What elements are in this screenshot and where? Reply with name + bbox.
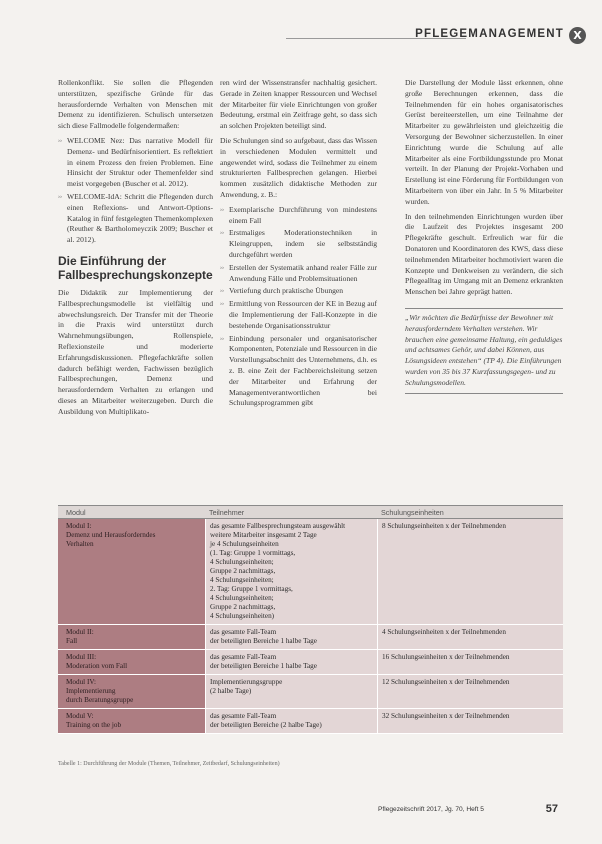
teilnehmer-line: Implementierungsgruppe bbox=[210, 678, 283, 686]
teilnehmer-line: 4 Schulungseinheiten; bbox=[210, 594, 274, 602]
modul-line: Modul V: bbox=[66, 712, 94, 720]
section-heading: Die Einführung der Fallbesprechungskonzepte bbox=[58, 253, 213, 282]
list-item: ›› Exemplarische Durchführung von mindestens einem Fall bbox=[220, 205, 377, 227]
modul-cell bbox=[58, 675, 205, 708]
table-row bbox=[58, 519, 563, 625]
list-item: ›› WELCOME-IdA: Schritt die Pflegenden durch einen Reflexions- und Antwort-Options-Katalog in fünf festgelegten Themenkomplexen (Reuther & Bartholomeyczik 2009; Buscher et al. 2012). bbox=[58, 192, 213, 246]
modul-cell bbox=[58, 519, 205, 624]
einheiten-cell: 8 Schulungseinheiten x der Teilnehmenden bbox=[377, 519, 563, 624]
modules-table bbox=[58, 505, 563, 734]
header-schulungseinheiten: Schulungseinheiten bbox=[381, 507, 444, 517]
teilnehmer-line: der beteiligten Bereiche (2 halbe Tage) bbox=[210, 721, 322, 729]
teilnehmer-line: Gruppe 2 nachmittags, bbox=[210, 603, 276, 611]
modul-line: Verhalten bbox=[66, 540, 94, 548]
teilnehmer-line: 2. Tag: Gruppe 1 vormittags, bbox=[210, 585, 293, 593]
section-title: PFLEGEMANAGEMENT bbox=[415, 28, 564, 40]
teilnehmer-line: das gesamte Fall-Team bbox=[210, 653, 277, 661]
modul-line: Modul I: bbox=[66, 522, 92, 530]
modul-line: Demenz und Herausforderndes bbox=[66, 531, 156, 539]
col1-body: Die Didaktik zur Implementierung der Fallbesprechungsmodelle ist vielfältig und abwechslungsreich. Der Transfer mit der Theorie in die Praxis wird unterstützt durch Wahrnehmungsübungen, Rollenspiele, Reflexionsteile und moderierte Erfahrungsdiskussionen. Pflegefachkräfte sollen dadurch befähigt werden, Fachwissen bezüglich Fallbesprechungen, Demenz und herausforderndem Verhalten zu erlangen und dieses an Mitarbeiter weiterzugeben. Durch die Ausbildung von Multiplikato- bbox=[58, 287, 213, 416]
modul-cell bbox=[58, 650, 205, 674]
page-footer bbox=[378, 803, 558, 815]
col2-body-1: ren wird der Wissenstransfer nachhaltig gesichert. Gerade in Zeiten knapper Ressourcen und Wechsel der Mitarbeiter für viele Einrichtungen von großer Bedeutung, erstmal ein Zeitfrage geht, so dass sich an solchen Projekten beteiligt sind. bbox=[220, 78, 377, 131]
teilnehmer-line: je 4 Schulungseinheiten bbox=[210, 540, 279, 548]
teilnehmer-line: der beteiligten Bereiche 1 halbe Tage bbox=[210, 662, 317, 670]
list-item: ›› Einbindung personaler und organisatorischer Komponenten, Potenziale und Ressourcen in die Vorstellungsabschnitt des Unternehmens, d.h. es z. B. eine Zeit der Fachbereichsleitung setzen der Mitarbeiter und Erfahrung der Managementverantwortlichen bei Schulungsprogrammen gibt bbox=[220, 334, 377, 410]
teilnehmer-line: (2 halbe Tage) bbox=[210, 687, 252, 695]
einheiten-cell: 4 Schulungseinheiten x der Teilnehmenden bbox=[377, 625, 563, 649]
teilnehmer-line: das gesamte Fall-Team bbox=[210, 628, 277, 636]
list-item: ›› WELCOME Nez: Das narrative Modell für Demenz- und Bedürfnisorientiert. Es reflektiert in einem Prozess den freien Problemen. Eine Hinsicht der Struktur oder Themenfelder sind meist vorgegeben (Buscher et al. 2012). bbox=[58, 136, 213, 190]
table-row bbox=[58, 650, 563, 675]
section-badge-icon: X bbox=[569, 27, 586, 44]
teilnehmer-line: 4 Schulungseinheiten; bbox=[210, 576, 274, 584]
modul-line: Modul IV: bbox=[66, 678, 97, 686]
teilnehmer-line: das gesamte Fall-Team bbox=[210, 712, 277, 720]
teilnehmer-line: (1. Tag: Gruppe 1 vormittags, bbox=[210, 549, 296, 557]
teilnehmer-cell bbox=[205, 709, 377, 733]
teilnehmer-line: weitere Mitarbeiter insgesamt 2 Tage bbox=[210, 531, 317, 539]
modul-line: Moderation vom Fall bbox=[66, 662, 128, 670]
table-header bbox=[58, 505, 563, 519]
teilnehmer-cell bbox=[205, 625, 377, 649]
modul-line: Modul II: bbox=[66, 628, 94, 636]
teilnehmer-line: der beteiligten Bereiche 1 halbe Tage bbox=[210, 637, 317, 645]
col2-body-2: Die Schulungen sind so aufgebaut, dass das Wissen in verschiedenen Modulen vermittelt und angewendet wird, sodass die Teilnehmer zu einem strukturierten Fallbesprechen gelangen. Hierbei kommen zusätzlich didaktische Methoden zur Anwendung, z. B.: bbox=[220, 135, 377, 199]
teilnehmer-line: Gruppe 2 nachmittags, bbox=[210, 567, 276, 575]
modul-line: Training on the job bbox=[66, 721, 122, 729]
column-1 bbox=[58, 78, 213, 422]
teilnehmer-line: das gesamte Fallbesprechungsteam ausgewählt bbox=[210, 522, 346, 530]
page-number: 57 bbox=[545, 803, 558, 815]
teilnehmer-line: 4 Schulungseinheiten) bbox=[210, 612, 275, 620]
col1-bullet-list bbox=[58, 136, 213, 246]
col3-body-1: Die Darstellung der Module lässt erkennen, ohne große Berechnungen erkennen, dass die Teilnehmenden für ein hohes organisatorisches Gerüst bereiteerstellen, um eine Teilnahme der Mitarbeiter zu gewährleisten und gleichzeitig die Versorgung der Bewohner sicherzustellen. In einer Einrichtung wurde die Schulung auf alle Mitarbeiter als eine Fortbildungsstunde pro Monat verteilt. In der Planung der Projekt-Vorhaben und Erstellung ist eine Förderung für Fortbildungen von Mitarbeitern von über ein Jahr. In 5 % Mitarbeiter wurden. bbox=[405, 78, 563, 206]
table-row bbox=[58, 709, 563, 734]
einheiten-cell: 32 Schulungseinheiten x der Teilnehmenden bbox=[377, 709, 563, 733]
table-row bbox=[58, 625, 563, 650]
modul-line: Fall bbox=[66, 637, 78, 645]
einheiten-cell: 12 Schulungseinheiten x der Teilnehmenden bbox=[377, 675, 563, 708]
page-header bbox=[286, 26, 586, 48]
teilnehmer-cell bbox=[205, 675, 377, 708]
modul-line: durch Beratungsgruppe bbox=[66, 696, 134, 704]
list-item: ›› Vertiefung durch praktische Übungen bbox=[220, 286, 377, 297]
modul-cell bbox=[58, 709, 205, 733]
modul-line: Modul III: bbox=[66, 653, 97, 661]
teilnehmer-cell bbox=[205, 519, 377, 624]
col3-body-2: In den teilnehmenden Einrichtungen wurden über die Laufzeit des Projektes insgesamt 200 Pflegekräfte geschult. Erfreulich war für die Donatoren und Koordinatoren des KWS, dass diese teilnehmenden Mitarbeiter hochmotiviert waren die Konzepte und Denkweisen zu verändern, die sich Pflegealltag im Umgang mit an Demenz erkrankten Menschen bei Jahre geprägt hatten. bbox=[405, 211, 563, 297]
list-item: ›› Erstellen der Systematik anhand realer Fälle zur Anwendung Fälle und Problemsituationen bbox=[220, 263, 377, 285]
table-row bbox=[58, 675, 563, 709]
column-2 bbox=[220, 78, 377, 413]
header-teilnehmer: Teilnehmer bbox=[209, 507, 245, 517]
modul-line: Implementierung bbox=[66, 687, 116, 695]
list-item: ›› Ermittlung von Ressourcen der KE in Bezug auf die Implementierung der Fall-Konzepte in die bestehende Organisationsstruktur bbox=[220, 299, 377, 331]
list-item: ›› Erstmaliges Moderationstechniken in Kleingruppen, indem sie selbstständig durchgeführt werden bbox=[220, 228, 377, 260]
pull-quote: „Wir möchten die Bedürfnisse der Bewohner mit herausforderndem Verhalten verstehen. Wir brauchen eine gemeinsame Haltung, ein geduldiges und achtsames Gehör, und dabei Können, aus Lösungsideen entstehen“ (TP 4). Die Einführungen wurden von 35 bis 37 Kurzfassungsgegen- und zu Schulungsmodellen. bbox=[405, 308, 563, 394]
column-3 bbox=[405, 78, 563, 394]
col1-intro: Rollenkonflikt. Sie sollen die Pflegenden unterstützen, spezifische Gründe für das herausfordernde Verhalten von Menschen mit Demenz zu identifizieren. Schulisch untersetzen sich diese Fallmodelle folgendermaßen: bbox=[58, 78, 213, 131]
einheiten-cell: 16 Schulungseinheiten x der Teilnehmenden bbox=[377, 650, 563, 674]
teilnehmer-line: 4 Schulungseinheiten; bbox=[210, 558, 274, 566]
journal-citation: Pflegezeitschrift 2017, Jg. 70, Heft 5 bbox=[378, 806, 484, 813]
modul-cell bbox=[58, 625, 205, 649]
header-modul: Modul bbox=[66, 507, 86, 517]
table-caption: Tabelle 1: Durchführung der Module (Themen, Teilnehmer, Zeitbedarf, Schulungseinheiten) bbox=[58, 761, 280, 767]
col2-bullet-list bbox=[220, 205, 377, 409]
teilnehmer-cell bbox=[205, 650, 377, 674]
